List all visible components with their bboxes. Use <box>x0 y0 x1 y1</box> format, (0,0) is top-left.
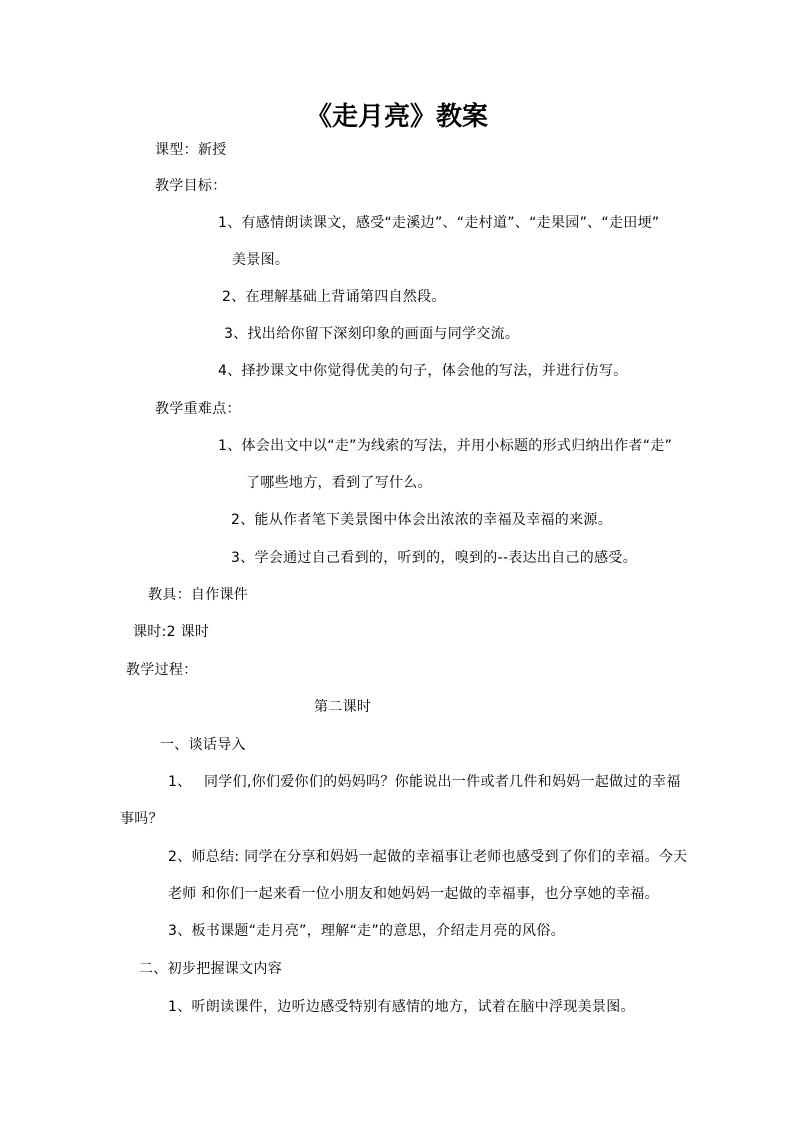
teaching-tools: 教具：自作课件 <box>148 587 249 603</box>
lesson-type: 课型：新授 <box>155 142 227 158</box>
lesson-hours: 课时:2 课时 <box>133 624 210 640</box>
key-point-item: 3、学会通过自己看到的，听到的，嗅到的--表达出自己的感受。 <box>231 550 638 566</box>
key-point-item: 1、体会出文中以“走”为线索的写法，并用小标题的形式归纳出作者“走” <box>218 438 673 454</box>
objective-item: 4、择抄课文中你觉得优美的句子，体会他的写法，并进行仿写。 <box>218 363 628 379</box>
objective-item: 3、找出给你留下深刻印象的画面与同学交流。 <box>224 326 520 342</box>
key-point-item-continued: 了哪些地方，看到了写什么。 <box>246 475 432 491</box>
item-text-continued: 事吗？ <box>120 811 163 827</box>
section-heading: 一、谈话导入 <box>160 737 246 753</box>
item-text: 1、听朗读课件，边听边感受特别有感情的地方，试着在脑中浮现美景图。 <box>168 999 635 1015</box>
item-text: 3、板书课题“走月亮”，理解“走”的意思，介绍走月亮的风俗。 <box>168 923 565 939</box>
item-number: 1、 <box>168 774 192 790</box>
page-title: 《走月亮》教案 <box>305 102 488 132</box>
objective-item: 2、在理解基础上背诵第四自然段。 <box>222 289 446 305</box>
item-text-continued: 老师 和你们一起来看一位小朋友和她妈妈一起做的幸福事，也分享她的幸福。 <box>168 886 659 902</box>
objective-item: 1、有感情朗读课文，感受“走溪边”、“走村道”、“走果园”、“走田埂” <box>218 215 660 231</box>
process-heading: 教学过程： <box>126 662 198 678</box>
period-heading: 第二课时 <box>314 699 372 715</box>
objective-item-continued: 美景图。 <box>232 252 290 268</box>
objectives-heading: 教学目标： <box>155 178 227 194</box>
key-point-item: 2、能从作者笔下美景图中体会出浓浓的幸福及幸福的来源。 <box>231 512 613 528</box>
item-text: 2、师总结: 同学在分享和妈妈一起做的幸福事让老师也感受到了你们的幸福。今天 <box>168 849 688 865</box>
key-points-heading: 教学重难点： <box>155 401 241 417</box>
section-heading: 二、初步把握课文内容 <box>139 961 282 977</box>
item-text: 同学们,你们爱你们的妈妈吗？你能说出一件或者几件和妈妈一起做过的幸福 <box>204 774 681 790</box>
